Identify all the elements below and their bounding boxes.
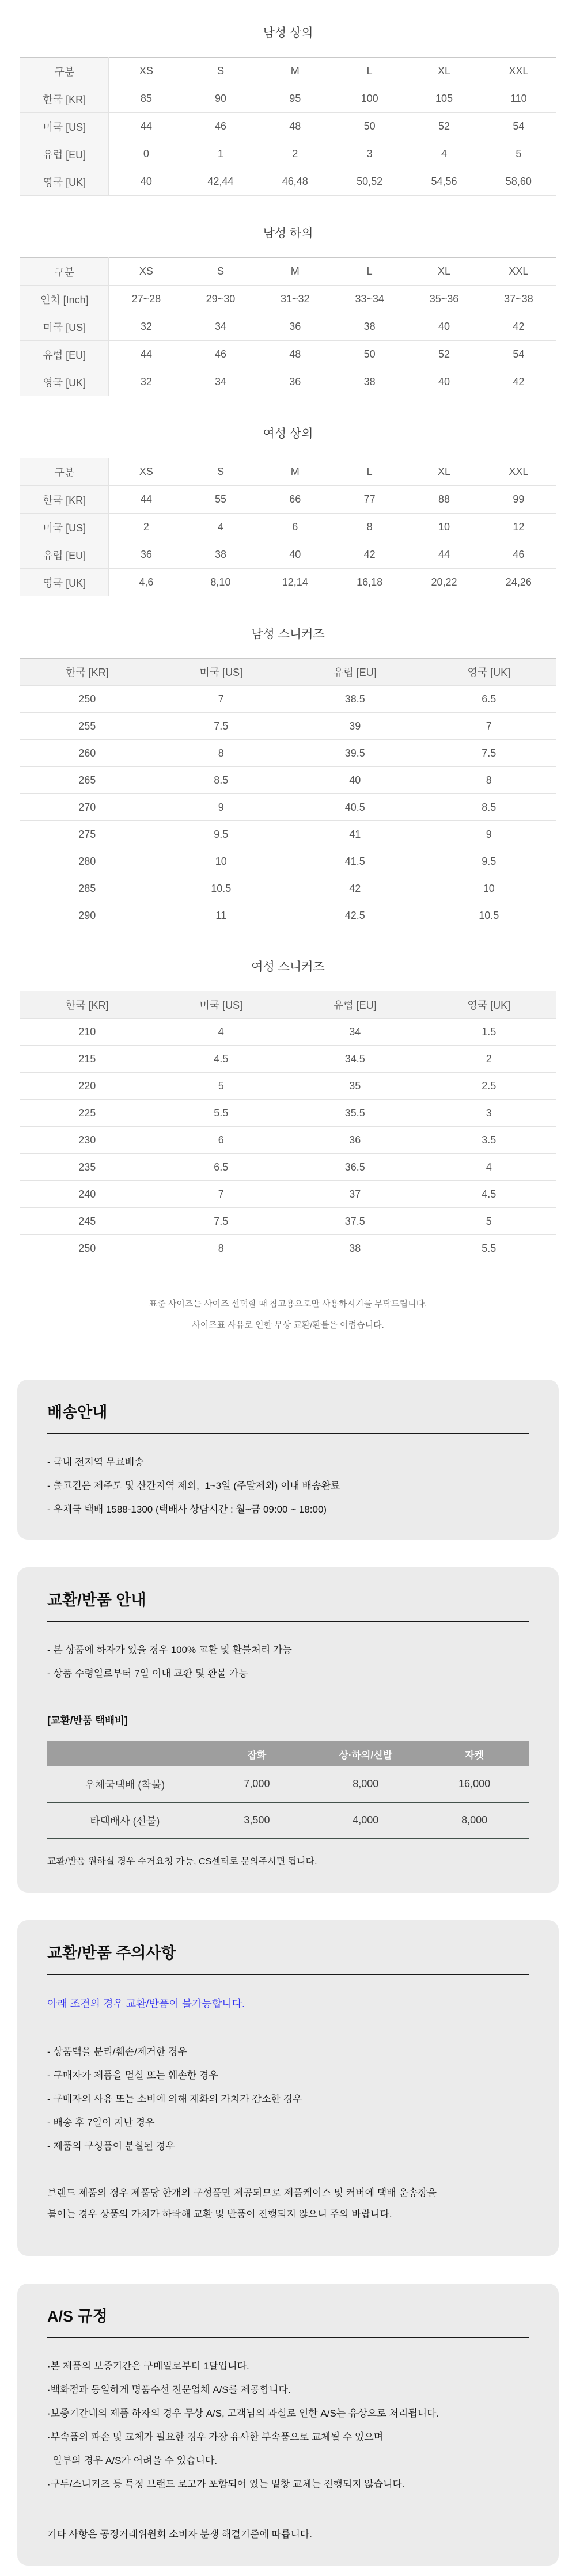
row-label-cell: 미국 [US]	[20, 313, 109, 341]
cell: 10	[438, 521, 450, 533]
cell: 40	[140, 176, 152, 187]
cell: 33~34	[355, 293, 384, 305]
cell: 4	[486, 1161, 492, 1173]
cell: 32	[140, 321, 152, 332]
header-cell: XL	[437, 65, 450, 77]
text-line: - 국내 전지역 무료배송	[47, 1457, 144, 1468]
cell: 36.5	[344, 1161, 365, 1173]
cell: 39.5	[344, 747, 365, 759]
cell: 35	[349, 1080, 361, 1092]
header-cell: 유럽 [EU]	[288, 659, 422, 686]
cell: 220	[78, 1080, 96, 1092]
heading-divider	[47, 1974, 529, 1975]
table-row	[20, 1208, 556, 1235]
cell: 5	[516, 148, 522, 159]
header-cell: XS	[139, 265, 153, 277]
header-cell: 영국 [UK]	[422, 659, 556, 686]
table-row	[20, 286, 556, 313]
cell: 38	[363, 376, 376, 387]
as-policy-panel	[17, 2284, 559, 2566]
table-row	[20, 458, 556, 486]
cell: 110	[510, 93, 527, 104]
cell: 52	[438, 120, 450, 132]
cell: 35.5	[344, 1107, 365, 1119]
cell: 38	[214, 549, 226, 560]
cell: 16,000	[420, 1766, 529, 1802]
cell: 8.5	[214, 774, 229, 786]
cell: 37	[349, 1188, 361, 1200]
cell: 40	[289, 549, 301, 560]
header-cell: XS	[139, 466, 153, 477]
cell: 3.5	[482, 1134, 497, 1146]
cell: 42	[363, 549, 376, 560]
as-bullet-list	[47, 2361, 529, 2489]
cell: 9	[218, 801, 224, 813]
cell: 100	[361, 93, 378, 104]
cell: 42,44	[207, 176, 234, 187]
header-cell: XL	[437, 265, 450, 277]
table-row	[20, 1181, 556, 1208]
text-line: - 상품 수령일로부터 7일 이내 교환 및 환불 가능	[47, 1668, 248, 1679]
cell: 50,52	[357, 176, 383, 187]
cell: 230	[78, 1134, 96, 1146]
cell: 34	[214, 376, 226, 387]
cell: 12	[513, 521, 525, 533]
cell: 250	[78, 1242, 96, 1254]
cell: 29~30	[206, 293, 236, 305]
cell: 7	[486, 720, 492, 732]
cell: 3,500	[203, 1802, 312, 1838]
cell: 2	[292, 148, 298, 159]
cell: 210	[78, 1025, 96, 1038]
heading-divider	[47, 1621, 529, 1622]
size-note-line: 사이즈표 사유로 인한 무상 교환/환불은 어렵습니다.	[192, 1320, 384, 1330]
shipping-info-panel	[17, 1380, 559, 1540]
text-line: ·본 제품의 보증기간은 구매일로부터 1달입니다.	[47, 2361, 249, 2372]
text-line: ·보증기간내의 제품 하자의 경우 무상 A/S, 고객님의 과실로 인한 A/S는 유상으로 처리됩니다.	[47, 2408, 439, 2419]
cell: 285	[78, 882, 96, 894]
return-fee-table	[47, 1741, 529, 1839]
cell: 2	[486, 1053, 492, 1065]
cell: 58,60	[505, 176, 532, 187]
cell: 38	[363, 321, 376, 332]
cell: 8,10	[210, 576, 231, 588]
cell: 46	[513, 549, 525, 560]
table-row	[20, 1235, 556, 1262]
cell: 5.5	[214, 1107, 229, 1119]
cell: 0	[143, 148, 149, 159]
cell: 10.5	[479, 909, 499, 921]
header-cell: S	[217, 65, 224, 77]
cell: 37~38	[504, 293, 533, 305]
cell: 6	[218, 1134, 224, 1146]
cell: 41	[349, 828, 361, 840]
header-cell: S	[217, 265, 224, 277]
cell: 95	[289, 93, 301, 104]
header-cell: L	[366, 265, 373, 277]
cell: 48	[289, 120, 301, 132]
cell: 4.5	[482, 1188, 497, 1200]
cell: 42	[513, 376, 525, 387]
text-line: - 본 상품에 하자가 있을 경우 100% 교환 및 환불처리 가능	[47, 1644, 292, 1655]
cell: 40	[349, 774, 361, 786]
cell: 48	[289, 348, 301, 360]
text-line: - 우체국 택배 1588-1300 (택배사 상담시간 : 월~금 09:00 ~ 18:00)	[47, 1504, 327, 1515]
text-line: 붙이는 경우 상품의 가치가 하락해 교환 및 반품이 진행되지 않으니 주의 바랍니다.	[47, 2209, 392, 2220]
cell: 34	[349, 1025, 361, 1038]
size-table	[20, 257, 556, 396]
row-label-cell: 한국 [KR]	[20, 486, 109, 514]
cell: 66	[289, 493, 301, 505]
cell: 2.5	[482, 1080, 497, 1092]
caution-bullet-list	[47, 2047, 529, 2151]
row-label-cell: 미국 [US]	[20, 514, 109, 541]
table-row	[20, 569, 556, 596]
size-table-womens-sneakers	[20, 960, 556, 1262]
text-line: ·구두/스니커즈 등 특정 브랜드 로고가 포함되어 있는 밑창 교체는 진행되지 않습니다.	[47, 2479, 405, 2490]
cell: 9.5	[482, 855, 497, 867]
cell: 5	[218, 1080, 224, 1092]
cell: 255	[78, 720, 96, 732]
row-label-cell: 타택배사 (선불)	[47, 1802, 203, 1838]
cell: 4,000	[311, 1802, 420, 1838]
header-cell: M	[290, 265, 300, 277]
cell: 4	[441, 148, 447, 159]
cell: 10	[483, 882, 495, 894]
cell: 5.5	[482, 1242, 497, 1254]
text-line: ·백화점과 동일하게 명품수선 전문업체 A/S를 제공합니다.	[47, 2384, 291, 2395]
text-line: - 출고건은 제주도 및 산간지역 제외, 1~3일 (주말제외) 이내 배송완료	[47, 1480, 340, 1491]
table-row	[20, 1154, 556, 1181]
row-label-cell: 한국 [KR]	[20, 85, 109, 113]
size-note-line: 표준 사이즈는 사이즈 선택할 때 참고용으로만 사용하시기를 부탁드립니다.	[149, 1299, 427, 1309]
corner-cell: 구분	[20, 58, 109, 85]
header-cell: XXL	[509, 65, 529, 77]
header-cell: 유럽 [EU]	[288, 991, 422, 1019]
section-title: 배송안내	[47, 1404, 108, 1421]
cell: 36	[289, 376, 301, 387]
cell: 12,14	[282, 576, 308, 588]
header-cell: 영국 [UK]	[422, 991, 556, 1019]
header-cell: XXL	[509, 265, 529, 277]
table-row	[20, 848, 556, 875]
cell: 7	[218, 693, 224, 705]
cell: 10	[215, 855, 227, 867]
cell: 3	[486, 1107, 492, 1119]
cell: 44	[438, 549, 450, 560]
table-row	[20, 767, 556, 794]
cell: 10.5	[211, 882, 232, 894]
row-label-cell: 인치 [Inch]	[20, 286, 109, 313]
table-row	[20, 875, 556, 902]
exchange-bullet-list	[47, 1645, 529, 1678]
cell: 4	[217, 521, 223, 533]
cell: 250	[78, 693, 96, 705]
cell: 8,000	[311, 1766, 420, 1802]
cell: 40	[438, 376, 450, 387]
cell: 46,48	[282, 176, 308, 187]
table-row	[20, 113, 556, 140]
table-row	[47, 1766, 529, 1802]
cell: 36	[349, 1134, 361, 1146]
table-row	[20, 1046, 556, 1073]
cell: 7.5	[214, 720, 229, 732]
cell: 4.5	[214, 1053, 229, 1065]
cell: 9	[486, 828, 492, 840]
table-row	[20, 821, 556, 848]
table-row	[20, 1127, 556, 1154]
header-cell: 미국 [US]	[154, 991, 289, 1019]
cell: 215	[78, 1053, 96, 1065]
cell: 50	[363, 120, 376, 132]
cell: 55	[214, 493, 226, 505]
cell: 46	[214, 348, 226, 360]
size-table-womens-tops	[20, 427, 556, 596]
row-label-cell: 영국 [UK]	[20, 368, 109, 396]
cell: 3	[366, 148, 373, 159]
table-row	[20, 58, 556, 85]
cell: 275	[78, 828, 96, 840]
header-cell: 미국 [US]	[154, 659, 289, 686]
caution-paragraph	[47, 2188, 529, 2219]
table-title: 여성 스니커즈	[251, 960, 325, 974]
cell: 34	[214, 321, 226, 332]
table-row	[20, 794, 556, 821]
cell: 36	[289, 321, 301, 332]
cell: 34.5	[344, 1053, 365, 1065]
cell: 8	[486, 774, 492, 786]
text-line: - 구매자의 사용 또는 소비에 의해 재화의 가치가 감소한 경우	[47, 2094, 302, 2104]
table-row	[47, 1741, 529, 1766]
size-table	[20, 658, 556, 929]
cell: 77	[363, 493, 376, 505]
cell: 8.5	[482, 801, 497, 813]
heading-divider	[47, 1433, 529, 1434]
text-line: 브랜드 제품의 경우 제품당 한개의 구성품만 제공되므로 제품케이스 및 커버에 택배 운송장을	[47, 2187, 437, 2198]
text-line: - 상품택을 분리/훼손/제거한 경우	[47, 2046, 187, 2057]
header-cell: 한국 [KR]	[20, 659, 154, 686]
table-title: 남성 스니커즈	[251, 628, 325, 641]
cell: 36	[140, 549, 152, 560]
cell: 6.5	[214, 1161, 229, 1173]
cell: 290	[78, 909, 96, 921]
cell: 35~36	[429, 293, 459, 305]
size-table-mens-bottoms	[20, 227, 556, 396]
text-line: - 구매자가 제품을 멸실 또는 훼손한 경우	[47, 2070, 218, 2081]
table-title: 남성 하의	[263, 227, 313, 240]
size-table-mens-tops	[20, 26, 556, 196]
cell: 7.5	[214, 1215, 229, 1227]
cell: 88	[438, 493, 450, 505]
text-line: - 배송 후 7일이 지난 경우	[47, 2117, 155, 2128]
cell: 240	[78, 1188, 96, 1200]
cell: 24,26	[505, 576, 532, 588]
cell: 90	[214, 93, 226, 104]
table-row	[20, 85, 556, 113]
row-label-cell: 우체국택배 (착불)	[47, 1766, 203, 1802]
cell: 54,56	[431, 176, 457, 187]
table-row	[47, 1802, 529, 1838]
table-row	[20, 140, 556, 168]
corner-cell: 구분	[20, 258, 109, 286]
cell: 8	[218, 1242, 224, 1254]
exchange-return-panel	[17, 1567, 559, 1893]
cell: 54	[513, 348, 525, 360]
cell: 1.5	[482, 1025, 497, 1038]
cell: 2	[143, 521, 149, 533]
cell: 9.5	[214, 828, 229, 840]
row-label-cell: 유럽 [EU]	[20, 341, 109, 368]
cell: 6.5	[482, 693, 497, 705]
cell: 4	[218, 1025, 224, 1038]
cell: 8	[218, 747, 224, 759]
cell: 44	[140, 120, 152, 132]
header-cell: XXL	[509, 466, 529, 477]
shipping-bullet-list	[47, 1457, 529, 1514]
header-cell: 잡화	[203, 1741, 312, 1766]
row-label-cell: 미국 [US]	[20, 113, 109, 140]
header-cell: 상·하의/신발	[311, 1741, 420, 1766]
table-row	[20, 1019, 556, 1046]
header-cell: L	[366, 466, 373, 477]
heading-divider	[47, 2337, 529, 2338]
cell: 31~32	[281, 293, 310, 305]
text-line: ·부속품의 파손 및 교체가 필요한 경우 가장 유사한 부속품으로 교체될 수 있으며	[47, 2431, 384, 2442]
cell: 52	[438, 348, 450, 360]
cell: 16,18	[357, 576, 383, 588]
cell: 44	[140, 493, 152, 505]
table-row	[20, 686, 556, 713]
table-row	[20, 168, 556, 196]
cell: 32	[140, 376, 152, 387]
cell: 37.5	[344, 1215, 365, 1227]
cell: 7,000	[203, 1766, 312, 1802]
size-table	[20, 458, 556, 596]
cell: 7.5	[482, 747, 497, 759]
cell: 40.5	[344, 801, 365, 813]
table-row	[20, 991, 556, 1019]
text-line: 일부의 경우 A/S가 어려울 수 있습니다.	[47, 2455, 218, 2466]
size-notes	[20, 1293, 556, 1336]
cell: 7	[218, 1188, 224, 1200]
cell: 235	[78, 1161, 96, 1173]
text-line: - 제품의 구성품이 분실된 경우	[47, 2141, 175, 2152]
size-tables-section	[20, 26, 556, 1336]
cell: 41.5	[344, 855, 365, 867]
section-title: 교환/반품 안내	[47, 1591, 146, 1609]
cell: 260	[78, 747, 96, 759]
cell: 245	[78, 1215, 96, 1227]
table-row	[20, 1073, 556, 1100]
cell: 5	[486, 1215, 492, 1227]
header-cell: 한국 [KR]	[20, 991, 154, 1019]
cell: 105	[435, 93, 453, 104]
cell: 99	[513, 493, 525, 505]
table-row	[20, 313, 556, 341]
cell: 265	[78, 774, 96, 786]
header-cell: M	[290, 466, 300, 477]
cell: 85	[140, 93, 152, 104]
cell: 39	[349, 720, 361, 732]
table-title: 남성 상의	[263, 26, 313, 40]
cell: 54	[513, 120, 525, 132]
return-fee-table-label: [교환/반품 택배비]	[47, 1715, 128, 1726]
section-title: 교환/반품 주의사항	[47, 1944, 176, 1962]
exchange-caution-panel	[17, 1920, 559, 2256]
table-row	[20, 486, 556, 514]
cell: 270	[78, 801, 96, 813]
table-row	[20, 514, 556, 541]
cell: 42	[513, 321, 525, 332]
header-cell: XL	[437, 466, 450, 477]
cell: 38.5	[344, 693, 365, 705]
return-fee-caption: 교환/반품 원하실 경우 수거요청 가능, CS센터로 문의주시면 됩니다.	[47, 1857, 317, 1867]
corner-cell: 구분	[20, 458, 109, 486]
cell: 280	[78, 855, 96, 867]
table-row	[20, 258, 556, 286]
cell: 20,22	[431, 576, 457, 588]
header-cell: M	[290, 65, 300, 77]
size-table	[20, 991, 556, 1262]
header-cell: XS	[139, 65, 153, 77]
cell: 4,6	[139, 576, 154, 588]
table-row	[20, 541, 556, 569]
cell: 6	[292, 521, 298, 533]
cell: 27~28	[131, 293, 161, 305]
row-label-cell: 유럽 [EU]	[20, 140, 109, 168]
cell: 38	[349, 1242, 361, 1254]
header-cell: L	[366, 65, 373, 77]
row-label-cell: 유럽 [EU]	[20, 541, 109, 569]
header-cell: S	[217, 466, 224, 477]
size-table-mens-sneakers	[20, 628, 556, 929]
table-row	[20, 740, 556, 767]
table-row	[20, 713, 556, 740]
cell: 50	[363, 348, 376, 360]
cell: 1	[217, 148, 223, 159]
cell: 40	[438, 321, 450, 332]
cell: 44	[140, 348, 152, 360]
table-row	[20, 341, 556, 368]
header-cell: 자켓	[420, 1741, 529, 1766]
cell: 11	[215, 909, 227, 921]
row-label-cell: 영국 [UK]	[20, 569, 109, 596]
cell: 46	[214, 120, 226, 132]
header-cell	[47, 1741, 203, 1766]
cell: 42.5	[344, 909, 365, 921]
table-row	[20, 368, 556, 396]
table-row	[20, 902, 556, 929]
size-table	[20, 57, 556, 196]
as-footer-note: 기타 사항은 공정거래위원회 소비자 분쟁 해결기준에 따릅니다.	[47, 2529, 313, 2540]
table-row	[20, 1100, 556, 1127]
caution-notice: 아래 조건의 경우 교환/반품이 불가능합니다.	[47, 1998, 245, 2009]
row-label-cell: 영국 [UK]	[20, 168, 109, 196]
cell: 225	[78, 1107, 96, 1119]
cell: 42	[349, 882, 361, 894]
cell: 8	[366, 521, 373, 533]
section-title: A/S 규정	[47, 2308, 108, 2325]
cell: 8,000	[420, 1802, 529, 1838]
table-title: 여성 상의	[263, 427, 313, 440]
table-row	[20, 659, 556, 686]
